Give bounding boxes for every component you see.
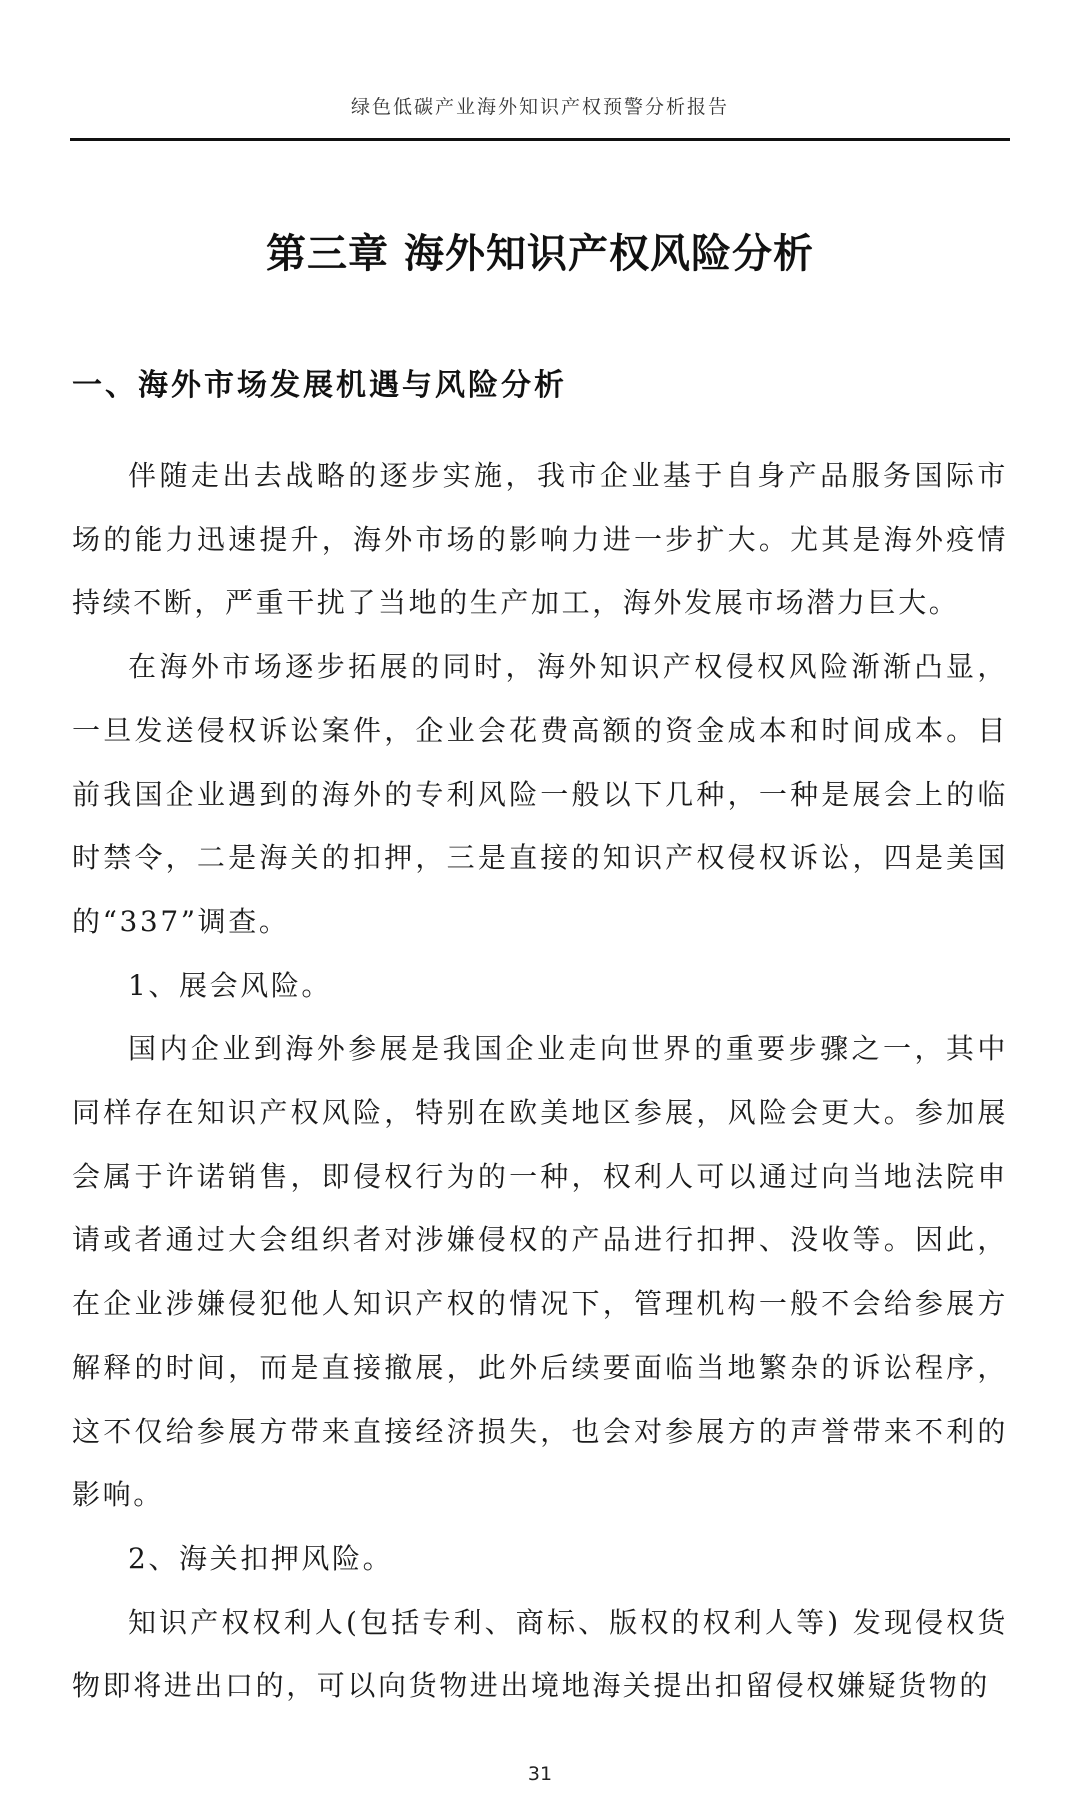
- paragraph-customs-risk: 知识产权权利人(包括专利、商标、版权的权利人等) 发现侵权货物即将进出口的，可以向货物进出境地海关提出扣留侵权嫌疑货物的: [72, 1605, 1008, 1703]
- running-header: 绿色低碳产业海外知识产权预警分析报告: [350, 96, 729, 118]
- paragraph-risk-overview: 在海外市场逐步拓展的同时，海外知识产权侵权风险渐渐凸显，一旦发送侵权诉讼案件，企业会花费高额的资金成本和时间成本。目前我国企业遇到的海外的专利风险一般以下几种，一种是展会上的临时禁令，二是海关的扣押，三是直接的知识产权侵权诉讼，四是美国的“337”调查。: [72, 650, 1008, 938]
- paragraph-exhibition-risk: 国内企业到海外参展是我国企业走向世界的重要步骤之一，其中同样存在知识产权风险，特别在欧美地区参展，风险会更大。参加展会属于许诺销售，即侵权行为的一种，权利人可以通过向当地法院申请或者通过大会组织者对涉嫌侵权的产品进行扣押、没收等。因此，在企业涉嫌侵犯他人知识产权的情况下，管理机构一般不会给参展方解释的时间，而是直接撤展，此外后续要面临当地繁杂的诉讼程序，这不仅给参展方带来直接经济损失，也会对参展方的声誉带来不利的影响。: [72, 1032, 1008, 1512]
- page-number: 31: [527, 1763, 553, 1785]
- subheading-exhibition-risk: 1、展会风险。: [128, 968, 333, 1002]
- paragraph-intro: 伴随走出去战略的逐步实施，我市企业基于自身产品服务国际市场的能力迅速提升，海外市场的影响力进一步扩大。尤其是海外疫情持续不断，严重干扰了当地的生产加工，海外发展市场潜力巨大。: [72, 459, 1008, 620]
- chapter-title: 第三章 海外知识产权风险分析: [266, 231, 814, 277]
- subheading-customs-risk: 2、海关扣押风险。: [128, 1541, 394, 1575]
- header-divider: [70, 138, 1010, 141]
- section-heading: 一、海外市场发展机遇与风险分析: [72, 368, 567, 403]
- body-text: [72, 444, 1008, 1718]
